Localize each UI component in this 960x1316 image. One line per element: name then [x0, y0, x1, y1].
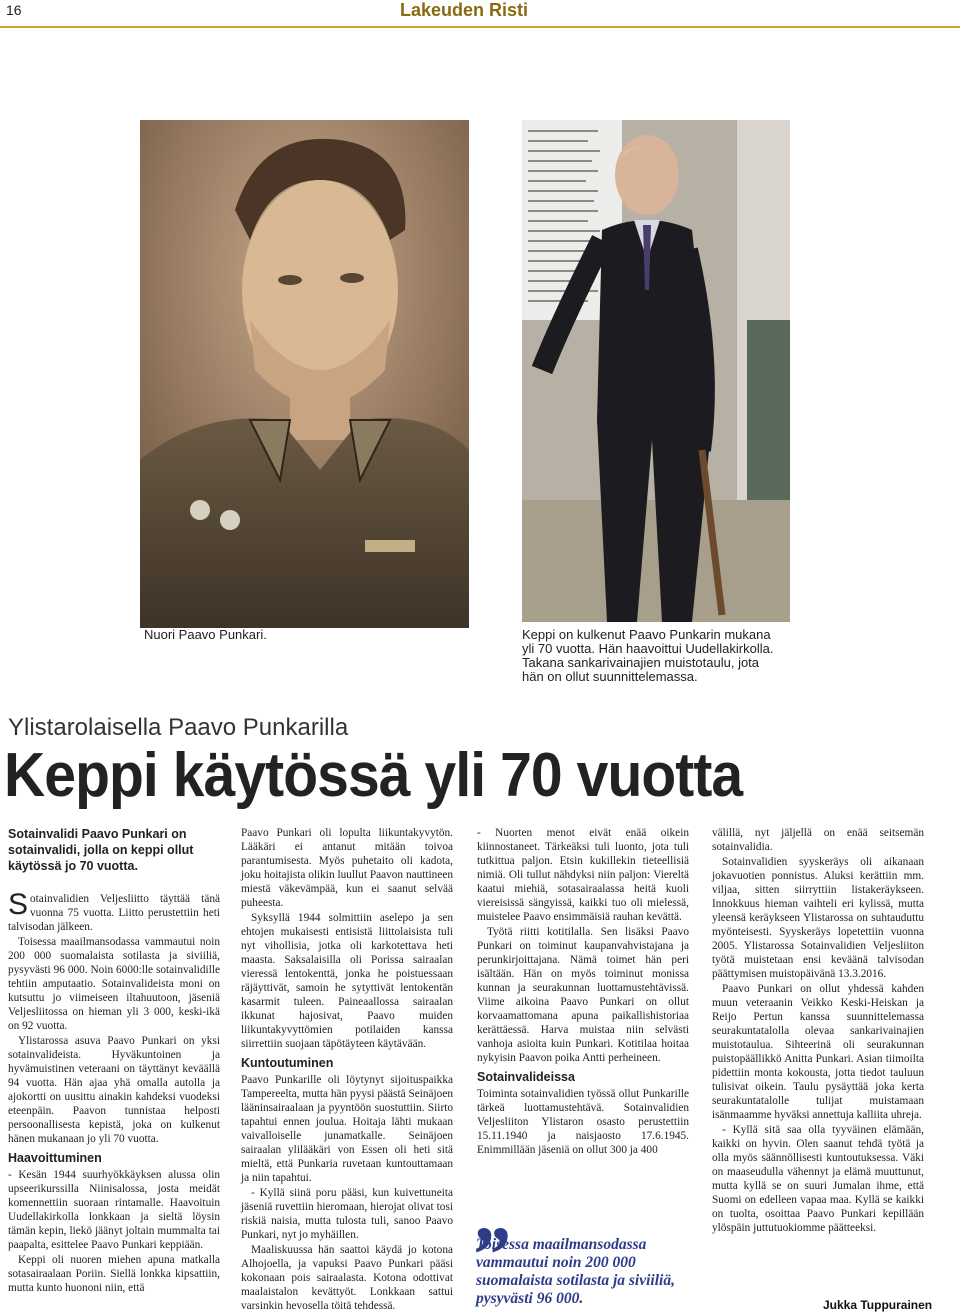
paragraph: Keppi oli nuoren miehen apuna matkalla sotasairaalaan Poriin. Siellä lonkka kipsattiin, mutta kunto huononi niin, että: [8, 1254, 220, 1294]
photo-young-soldier: [140, 120, 469, 628]
article-kicker: Ylistarolaisella Paavo Punkarilla: [8, 714, 349, 741]
paragraph: otainvalidien Veljesliitto täyttää tänä vuonna 75 vuotta. Liitto perustettiin heti talvisodan jälkeen.: [8, 893, 220, 933]
page-number: 16: [6, 2, 22, 18]
left-photo-caption: Nuori Paavo Punkari.: [144, 627, 267, 642]
paragraph: välillä, nyt jäljellä on enää seitsemän sotainvalidia.: [712, 827, 924, 853]
byline: Jukka Tuppurainen: [823, 1298, 933, 1312]
paragraph: Työtä riitti kotitilalla. Sen lisäksi Paavo Punkari on toiminut kaupanvahvistajana ja perunkirjoittajana. Nämä toimet hän peri isältään. Hän on myös toiminut monissa kunnan ja seurakunnan luottamustehtävissä. Viime aikoina Paavo Punkari on ollut korvaamattomana apuna paikallishistoriaa kerättäessä. Harva muistaa niin selvästi vanhoja asioita kuin Punkari. Kotitilaa hoitaa nykyisin Paavon poika Antti perheineen.: [477, 926, 689, 1064]
caption-line: yli 70 vuotta. Hän haavoittui Uudellakirkolla.: [522, 641, 774, 656]
article-column-3: [477, 826, 689, 1158]
paragraph: Paavo Punkari oli lopulta liikuntakyvytön. Lääkäri ei antanut mitään toivoa parantumisesta. Myös puhetaito oli kadota, joku hoitajista olikin luullut Paavon nauttineen miestä väkevämpää, kun ei saanut selvää puheesta.: [241, 827, 453, 909]
quote-mark-icon: „: [476, 1170, 516, 1258]
paragraph: - Nuorten menot eivät enää oikein kiinnostaneet. Tärkeäksi tuli luonto, jota tuli tutkittua paljon. Etsin kukillekin tieteellisiä nimiä. Oli tullut nähdyksi niin paljon: Viereltä kaatui miehiä, sotasairaalassa heitä kuoli viereisissä sängyissä, kaikki tuo oli mielessä, muistelee Paavo ensimmäisiä rauhan kevättä.: [477, 827, 689, 923]
paragraph: Paavo Punkarille oli löytynyt sijoituspaikka Tampereelta, mutta hän pyysi päästä Seinäjoen lääninsairaalaan ja pyyntöön suostuttiin. Siirto tapahtui ennen joulua. Hoitaja lähti mukaan vaivalloiselle junamatkalle. Seinäjoen sairaalan ylilääkäri von Essen oli heti sitä mieltä, että Punkaria ruvetaan kuntouttamaan ja niin tapahtui.: [241, 1074, 453, 1184]
paragraph: Syksyllä 1944 solmittiin aselepo ja sen ehtojen mukaisesti entisistä liittolaisista tuli nyt vihollisia, jotka oli karkotettava heti maasta. Saksalaisilla oli Porissa sairaalan vieressä lentokenttä, jonka he poistuessaan räjäyttivät, samoin he sytyttivät lentokentän kasarmit tuleen. Paineaallossa sairaalan ikkunat hajosivat, Paavo muiden liikuntakyvyttömien potilaiden kanssa siirrettiin suojaan täpötäyteen käytävään.: [241, 912, 453, 1050]
paragraph: Toisessa maailmansodassa vammautui noin 200 000 suomalaista sotilasta ja siviiliä, pysyvästi 96 000. Noin 6000:lle sotainvalidille tehtiin amputaatio. Sotainvalideista moni on kutsuttu jo viimeiseen iltahuutoon, jäseniä Veljesliitossa on hieman yli 3 000, keski-ikä on 92 vuotta.: [8, 936, 220, 1032]
article-lead: Sotainvalidi Paavo Punkari on sotainvalidi, jolla on keppi ollut käytössä jo 70 vuotta.: [8, 827, 194, 873]
pull-quote: Toisessa maailmansodassa vammautui noin 200 000 suomalaista sotilasta ja siviiliä, pysyvästi 96 000.: [476, 1236, 675, 1307]
paragraph: Ylistarossa asuva Paavo Punkari on yksi sotainvalideista. Hyväkuntoinen ja hyvämuistinen veteraani on täyttänyt keväällä 94 vuotta. Hän ajaa yhä omalla autolla ja ajokortti on uusittu ainakin kahdeksi vuodeksi eteenpäin. Paavon tunnistaa helposti persoonallisesta kepistä, joka on kulkenut hänen mukanaan jo yli 70 vuotta.: [8, 1035, 220, 1145]
paragraph: Toiminta sotainvalidien työssä ollut Punkarille tärkeä luottamustehtävä. Sotainvalidien Veljesliiton Ylistaron osasto perustettiin 15.11.1940 ja naisjaosto 17.6.1945. Enimmillään jäseniä on ollut 300 ja 400: [477, 1088, 689, 1156]
paragraph: Maaliskuussa hän saattoi käydä jo kotona Alhojoella, ja vapuksi Paavo Punkari pääsi kokonaan pois sairaalasta. Kotona odottivat maalaistalon kevättyöt. Lonkkaan sattui varsinkin hevosella töitä tehdessä.: [241, 1244, 453, 1312]
publication-title: Lakeuden Risti: [400, 0, 529, 20]
caption-line: Keppi on kulkenut Paavo Punkarin mukana: [522, 627, 771, 642]
subheading: Kuntoutuminen: [241, 1056, 334, 1070]
drop-cap: S: [8, 888, 29, 921]
subheading: Sotainvalideissa: [477, 1070, 575, 1084]
caption-line: Takana sankarivainajien muistotaulu, jota: [522, 655, 760, 670]
article-headline: Keppi käytössä yli 70 vuotta: [4, 741, 743, 810]
right-photo-caption: [522, 628, 822, 684]
header-rule: [0, 26, 960, 28]
photo-elderly-man-with-cane: [522, 120, 790, 622]
caption-line: hän on ollut suunnittelemassa.: [522, 669, 698, 684]
paragraph: - Kyllä sitä saa olla tyyväinen elämään, kaikki on hyvin. Olen saanut tehdä työtä ja olla myös säännöllisesti kuntoutuksessa. Väki on maaseudulla vähennyt ja elämä muuttunut, mutta kyllä se on suuri Jumalan ihme, että Suomi on edelleen vapaa maa. Kyllä se kaikki on tuolta, osoittaa Paavo Punkari kepillään ylöspäin juttutuokiomme päätteeksi.: [712, 1124, 924, 1234]
paragraph: Sotainvalidien syyskeräys oli aikanaan jokavuotien ponnistus. Aluksi kerättiin mm. viljaa, sitten siirryttiin listakeräykseen. Innokkuus hieman vaihteli eri kylissä, mutta yleensä keräykseen Ylistarossa on suhtauduttu myönteisesti. Syyskeräys lopetettiin vuonna 2005. Ylistarossa Sotainvalidien Veljesliiton työtä muistetaan ensi keväänä talvisodan päättymisen muistopäivänä 13.3.2016.: [712, 856, 924, 980]
article-column-2: [241, 826, 453, 1314]
article-column-4: [712, 826, 924, 1236]
paragraph: Paavo Punkari on ollut yhdessä kahden muun veteraanin Veikko Keski-Heiskan ja Reijo Pertun kanssa suunnittelemassa seurakuntatalolla olevaa sankarivainajien muistotaulua. Sihteerinä oli seurakunnan puistopäällikkö Anitta Punkari. Asian tiimoilta pidettiin monta kokousta, jotta tiedot tauluun tulisivat oikein. Taulu pysäyttää joka kerta seurakuntatalolle tulijat muistamaan isänmaamme hyväksi annettuja kalliita uhreja.: [712, 983, 924, 1121]
paragraph: - Kesän 1944 suurhyökkäyksen alussa olin upseerikurssilla Niinisalossa, josta meidät komennettiin suoraan rintamalle. Haavoituin Uudellakirkolla lonkkaan ja sieltä löysin tämän kepin, liekö jäänyt joltain mummalta tai paapalta, esittelee Paavo Punkari keppiään.: [8, 1169, 220, 1251]
subheading: Haavoittuminen: [8, 1151, 102, 1165]
article-column-1: [8, 826, 220, 1296]
paragraph: - Kyllä siinä poru pääsi, kun kuivettuneita jäseniä ruvettiin hieromaan, hierojat olivat tosi riskiä naisia, mutta tulosta tuli, sanoo Paavo Punkari, nyt jo myhäillen.: [241, 1187, 453, 1241]
